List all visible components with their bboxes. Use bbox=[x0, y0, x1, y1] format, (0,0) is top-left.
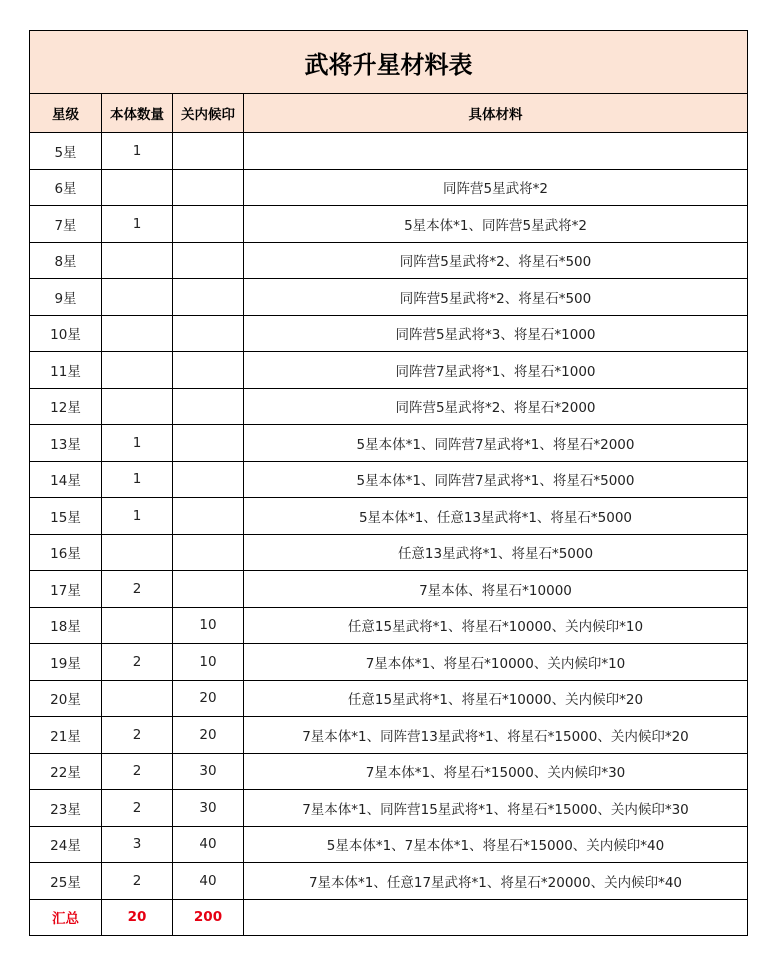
table-row bbox=[30, 680, 748, 717]
table-row bbox=[30, 644, 748, 681]
materials-cell: 5星本体*1、7星本体*1、将星石*15000、关内候印*40 bbox=[244, 826, 748, 863]
material-table bbox=[29, 30, 748, 936]
materials-cell: 5星本体*1、同阵营7星武将*1、将星石*5000 bbox=[244, 461, 748, 498]
materials-cell: 5星本体*1、任意13星武将*1、将星石*5000 bbox=[244, 498, 748, 535]
materials-cell: 7星本体*1、将星石*10000、关内候印*10 bbox=[244, 644, 748, 681]
body-count-cell bbox=[102, 352, 173, 389]
materials-cell: 7星本体*1、同阵营13星武将*1、将星石*15000、关内候印*20 bbox=[244, 717, 748, 754]
body-count-cell: 1 bbox=[102, 461, 173, 498]
seal-cell: 30 bbox=[173, 753, 244, 790]
seal-cell: 20 bbox=[173, 717, 244, 754]
materials-cell: 同阵营5星武将*3、将星石*1000 bbox=[244, 315, 748, 352]
materials-cell: 同阵营5星武将*2、将星石*500 bbox=[244, 242, 748, 279]
body-count-cell: 2 bbox=[102, 644, 173, 681]
materials-cell: 同阵营5星武将*2、将星石*500 bbox=[244, 279, 748, 316]
body-count-cell: 3 bbox=[102, 826, 173, 863]
body-count-cell bbox=[102, 607, 173, 644]
materials-cell bbox=[244, 133, 748, 170]
body-count-cell: 2 bbox=[102, 717, 173, 754]
seal-cell bbox=[173, 352, 244, 389]
title-row bbox=[30, 31, 748, 94]
level-cell: 8星 bbox=[30, 242, 102, 279]
body-count-cell bbox=[102, 680, 173, 717]
level-cell: 6星 bbox=[30, 169, 102, 206]
body-count-cell: 1 bbox=[102, 425, 173, 462]
seal-cell bbox=[173, 461, 244, 498]
table-row bbox=[30, 461, 748, 498]
seal-cell: 10 bbox=[173, 644, 244, 681]
header-materials: 具体材料 bbox=[244, 94, 748, 133]
seal-cell bbox=[173, 206, 244, 243]
table-row bbox=[30, 133, 748, 170]
materials-cell: 7星本体*1、将星石*15000、关内候印*30 bbox=[244, 753, 748, 790]
total-body-count: 20 bbox=[102, 899, 173, 936]
seal-cell: 40 bbox=[173, 826, 244, 863]
body-count-cell: 2 bbox=[102, 753, 173, 790]
level-cell: 18星 bbox=[30, 607, 102, 644]
seal-cell bbox=[173, 242, 244, 279]
level-cell: 11星 bbox=[30, 352, 102, 389]
table-row bbox=[30, 315, 748, 352]
seal-cell: 20 bbox=[173, 680, 244, 717]
level-cell: 25星 bbox=[30, 863, 102, 900]
table-row bbox=[30, 717, 748, 754]
level-cell: 21星 bbox=[30, 717, 102, 754]
materials-cell: 同阵营7星武将*1、将星石*1000 bbox=[244, 352, 748, 389]
level-cell: 13星 bbox=[30, 425, 102, 462]
level-cell: 23星 bbox=[30, 790, 102, 827]
body-count-cell bbox=[102, 169, 173, 206]
level-cell: 12星 bbox=[30, 388, 102, 425]
table-row bbox=[30, 863, 748, 900]
table-row bbox=[30, 826, 748, 863]
level-cell: 9星 bbox=[30, 279, 102, 316]
seal-cell bbox=[173, 279, 244, 316]
materials-cell: 7星本体*1、任意17星武将*1、将星石*20000、关内候印*40 bbox=[244, 863, 748, 900]
materials-cell: 5星本体*1、同阵营5星武将*2 bbox=[244, 206, 748, 243]
level-cell: 24星 bbox=[30, 826, 102, 863]
body-count-cell: 1 bbox=[102, 206, 173, 243]
materials-cell: 同阵营5星武将*2 bbox=[244, 169, 748, 206]
table-row bbox=[30, 425, 748, 462]
table-row bbox=[30, 534, 748, 571]
materials-cell: 同阵营5星武将*2、将星石*2000 bbox=[244, 388, 748, 425]
body-count-cell: 1 bbox=[102, 133, 173, 170]
seal-cell bbox=[173, 425, 244, 462]
header-seal: 关内候印 bbox=[173, 94, 244, 133]
header-level: 星级 bbox=[30, 94, 102, 133]
table-row bbox=[30, 242, 748, 279]
level-cell: 22星 bbox=[30, 753, 102, 790]
body-count-cell: 2 bbox=[102, 571, 173, 608]
body-count-cell bbox=[102, 315, 173, 352]
level-cell: 19星 bbox=[30, 644, 102, 681]
body-count-cell bbox=[102, 242, 173, 279]
seal-cell bbox=[173, 169, 244, 206]
table-row bbox=[30, 279, 748, 316]
seal-cell bbox=[173, 498, 244, 535]
seal-cell: 30 bbox=[173, 790, 244, 827]
header-row bbox=[30, 94, 748, 133]
body-count-cell: 2 bbox=[102, 790, 173, 827]
level-cell: 17星 bbox=[30, 571, 102, 608]
body-count-cell bbox=[102, 279, 173, 316]
total-row bbox=[30, 899, 748, 936]
level-cell: 20星 bbox=[30, 680, 102, 717]
table-row bbox=[30, 790, 748, 827]
materials-cell: 任意15星武将*1、将星石*10000、关内候印*10 bbox=[244, 607, 748, 644]
material-table-sheet bbox=[29, 30, 747, 936]
table-row bbox=[30, 571, 748, 608]
table-row bbox=[30, 498, 748, 535]
table-row bbox=[30, 352, 748, 389]
header-body-count: 本体数量 bbox=[102, 94, 173, 133]
body-count-cell: 2 bbox=[102, 863, 173, 900]
body-count-cell bbox=[102, 534, 173, 571]
seal-cell: 10 bbox=[173, 607, 244, 644]
table-row bbox=[30, 169, 748, 206]
level-cell: 7星 bbox=[30, 206, 102, 243]
level-cell: 5星 bbox=[30, 133, 102, 170]
table-title: 武将升星材料表 bbox=[30, 31, 748, 94]
materials-cell: 任意15星武将*1、将星石*10000、关内候印*20 bbox=[244, 680, 748, 717]
total-label: 汇总 bbox=[30, 899, 102, 936]
table-row bbox=[30, 206, 748, 243]
level-cell: 15星 bbox=[30, 498, 102, 535]
table-row bbox=[30, 607, 748, 644]
level-cell: 16星 bbox=[30, 534, 102, 571]
seal-cell: 40 bbox=[173, 863, 244, 900]
table-row bbox=[30, 753, 748, 790]
materials-cell: 7星本体*1、同阵营15星武将*1、将星石*15000、关内候印*30 bbox=[244, 790, 748, 827]
table-row bbox=[30, 388, 748, 425]
seal-cell bbox=[173, 534, 244, 571]
materials-cell: 5星本体*1、同阵营7星武将*1、将星石*2000 bbox=[244, 425, 748, 462]
total-seal: 200 bbox=[173, 899, 244, 936]
seal-cell bbox=[173, 388, 244, 425]
seal-cell bbox=[173, 315, 244, 352]
level-cell: 14星 bbox=[30, 461, 102, 498]
total-materials bbox=[244, 899, 748, 936]
seal-cell bbox=[173, 571, 244, 608]
materials-cell: 任意13星武将*1、将星石*5000 bbox=[244, 534, 748, 571]
materials-cell: 7星本体、将星石*10000 bbox=[244, 571, 748, 608]
body-count-cell bbox=[102, 388, 173, 425]
level-cell: 10星 bbox=[30, 315, 102, 352]
seal-cell bbox=[173, 133, 244, 170]
body-count-cell: 1 bbox=[102, 498, 173, 535]
